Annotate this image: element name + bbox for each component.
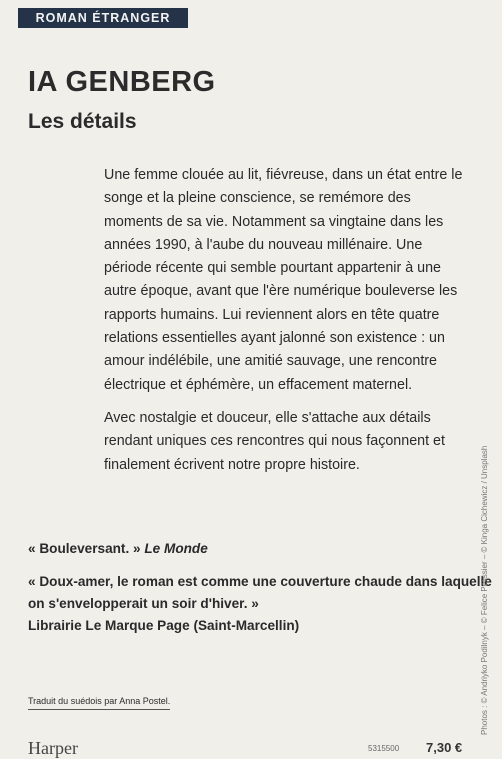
quote-text: « Doux-amer, le roman est comme une couverture chaude dans laquelle on s'envelopperait un soir d'hiver. » — [28, 574, 492, 611]
author-name: IA GENBERG — [28, 66, 216, 98]
blurb-paragraph-1: Une femme clouée au lit, fiévreuse, dans un état entre le songe et la pleine conscience, se remémore des moments de sa vie. Notamment sa vingtaine dans les années 1990, à l'aube du nouveau millénaire. Une période récente qui semble pourtant appartenir à une autre époque, avant que l'ère numérique bouleverse les rapports humains. Lui reviennent alors en tête quatre relations essentielles ayant jalonné son existence : un amour indélébile, une amitié sauvage, une rencontre électrique et éphémère, un effacement maternel. — [104, 167, 463, 393]
press-quote-1 — [28, 538, 498, 560]
price-label: 7,30 € — [426, 740, 463, 755]
photo-credit: Photos : © Andriyko Podilnyk – © Felice Pelissier – © Kinga Cichewicz / Unsplash — [480, 445, 489, 735]
quote-source: Librairie Le Marque Page (Saint-Marcellin) — [28, 618, 300, 633]
blurb-paragraph-2: Avec nostalgie et douceur, elle s'attache aux détails rendant uniques ces rencontres qui nous façonnent et finalement écrivent notre propre histoire. — [104, 409, 445, 473]
back-cover-blurb — [104, 164, 470, 487]
press-quotes — [28, 538, 498, 648]
press-quote-2 — [28, 571, 498, 637]
collection-label: ROMAN ÉTRANGER — [18, 8, 188, 28]
book-title: Les détails — [28, 110, 137, 133]
translation-credit: Traduit du suédois par Anna Postel. — [28, 696, 170, 710]
isbn-fragment: 5315500 — [368, 744, 400, 753]
quote-text: « Bouleversant. » — [28, 541, 141, 556]
publisher-logo: Harper — [28, 738, 78, 758]
quote-source: Le Monde — [144, 541, 208, 556]
